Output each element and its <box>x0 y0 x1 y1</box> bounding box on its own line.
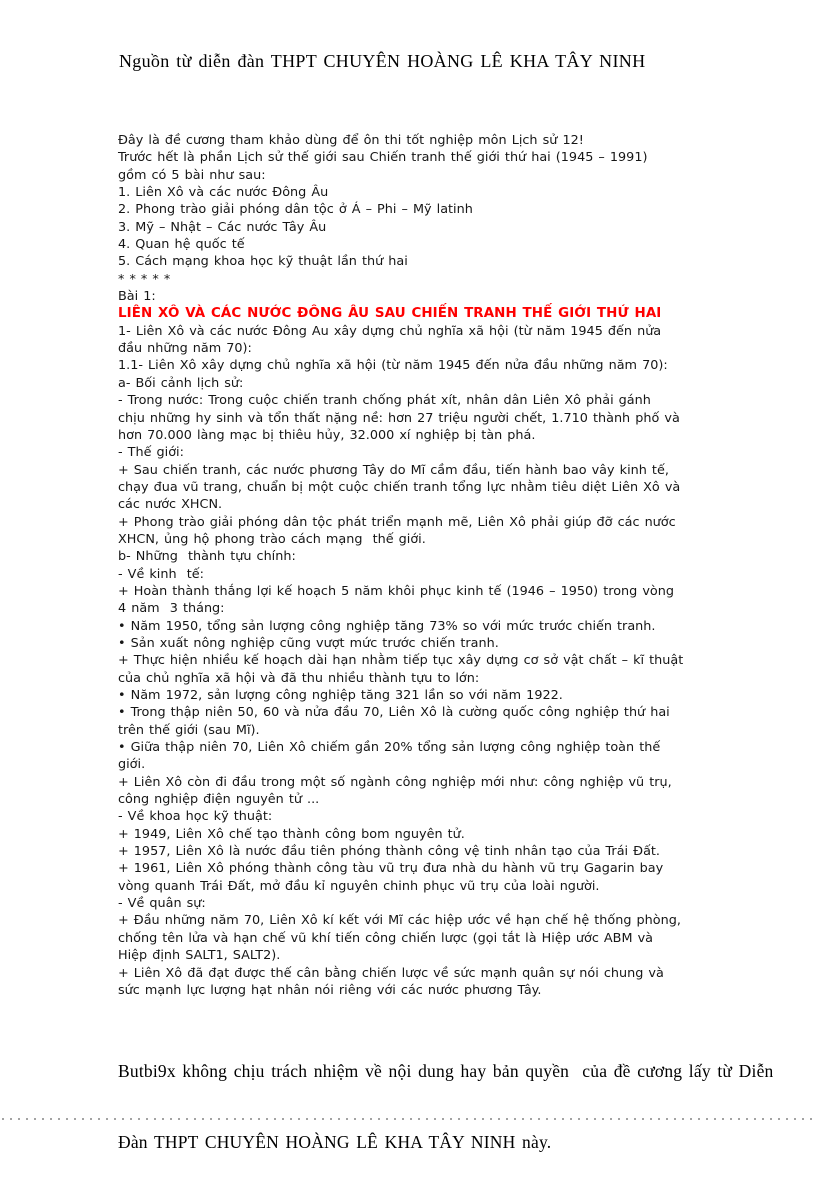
text-line: * * * * * <box>118 271 171 287</box>
text-line: + Đầu những năm 70, Liên Xô kí kết với Mĩ các hiệp ước về hạn chế hệ thống phòng, <box>118 913 681 929</box>
text-line: hơn 70.000 làng mạc bị thiêu hủy, 32.000 xí nghiệp bị tàn phá. <box>118 427 536 443</box>
text-line: gồm có 5 bài như sau: <box>118 167 266 183</box>
text-line: 5. Cách mạng khoa học kỹ thuật lần thứ hai <box>118 254 408 270</box>
text-line: • Năm 1950, tổng sản lượng công nghiệp tăng 73% so với mức trước chiến tranh. <box>118 618 656 634</box>
text-line: b- Những thành tựu chính: <box>118 549 296 565</box>
footer-disclaimer-line-1: Butbi9x không chịu trách nhiệm về nội dung hay bản quyền của đề cương lấy từ Diễn <box>118 1061 774 1081</box>
text-line: Trước hết là phần Lịch sử thế giới sau Chiến tranh thế giới thứ hai (1945 – 1991) <box>118 150 648 166</box>
text-line: + Phong trào giải phóng dân tộc phát triển mạnh mẽ, Liên Xô phải giúp đỡ các nước <box>118 514 676 530</box>
text-line: • Giữa thập niên 70, Liên Xô chiếm gần 20% tổng sản lượng công nghiệp toàn thế <box>118 740 661 756</box>
text-line: XHCN, ủng hộ phong trào cách mạng thế giới. <box>118 531 426 547</box>
text-line: 4 năm 3 tháng: <box>118 601 225 617</box>
text-line: + Liên Xô đã đạt được thế cân bằng chiến lược về sức mạnh quân sự nói chung và <box>118 965 664 981</box>
text-line: + Liên Xô còn đi đầu trong một số ngành công nghiệp mới như: công nghiệp vũ trụ, <box>118 774 672 790</box>
page-break-dotted-divider <box>2 1118 814 1120</box>
footer-disclaimer-line-2: Đàn THPT CHUYÊN HOÀNG LÊ KHA TÂY NINH này. <box>118 1131 552 1152</box>
text-line: sức mạnh lực lượng hạt nhân nói riêng với các nước phương Tây. <box>118 982 542 998</box>
text-line: a- Bối cảnh lịch sử: <box>118 375 244 391</box>
text-line: • Trong thập niên 50, 60 và nửa đầu 70, Liên Xô là cường quốc công nghiệp thứ hai <box>118 705 670 721</box>
text-line: 4. Quan hệ quốc tế <box>118 237 245 253</box>
text-line: + 1961, Liên Xô phóng thành công tàu vũ trụ đưa nhà du hành vũ trụ Gagarin bay <box>118 861 664 877</box>
text-line: - Thế giới: <box>118 445 184 461</box>
text-line: công nghiệp điện nguyên tử ... <box>118 792 320 808</box>
text-line: 1- Liên Xô và các nước Đông Au xây dựng chủ nghĩa xã hội (từ năm 1945 đến nửa <box>118 323 662 339</box>
text-line: đầu những năm 70): <box>118 341 252 357</box>
text-line: trên thế giới (sau Mĩ). <box>118 722 260 738</box>
text-line: các nước XHCN. <box>118 497 223 513</box>
text-line: - Về khoa học kỹ thuật: <box>118 809 273 825</box>
text-line: giới. <box>118 757 146 773</box>
text-line: chạy đua vũ trang, chuẩn bị một cuộc chiến tranh tổng lực nhằm tiêu diệt Liên Xô và <box>118 479 681 495</box>
text-line: chống tên lửa và hạn chế vũ khí tiến công chiến lược (gọi tắt là Hiệp ước ABM và <box>118 930 653 946</box>
text-line: vòng quanh Trái Đất, mở đầu kỉ nguyên chinh phục vũ trụ của loài người. <box>118 878 600 894</box>
section-title: LIÊN XÔ VÀ CÁC NƯỚC ĐÔNG ÂU SAU CHIẾN TRANH THẾ GIỚI THỨ HAI <box>118 306 662 322</box>
text-line: chịu những hy sinh và tổn thất nặng nề: hơn 27 triệu người chết, 1.710 thành phố và <box>118 410 680 426</box>
text-line: + Sau chiến tranh, các nước phương Tây do Mĩ cầm đầu, tiến hành bao vây kinh tế, <box>118 462 669 478</box>
text-line: - Trong nước: Trong cuộc chiến tranh chống phát xít, nhân dân Liên Xô phải gánh <box>118 393 651 409</box>
text-line: - Về quân sự: <box>118 896 206 912</box>
document-source-header: Nguồn từ diễn đàn THPT CHUYÊN HOÀNG LÊ KHA TÂY NINH <box>119 51 646 71</box>
text-line: của chủ nghĩa xã hội và đã thu nhiều thành tựu to lớn: <box>118 670 480 686</box>
text-line: 3. Mỹ – Nhật – Các nước Tây Âu <box>118 219 327 235</box>
text-line: 2. Phong trào giải phóng dân tộc ở Á – Phi – Mỹ latinh <box>118 202 473 218</box>
text-line: + 1957, Liên Xô là nước đầu tiên phóng thành công vệ tinh nhân tạo của Trái Đất. <box>118 844 661 860</box>
text-line: + Thực hiện nhiều kế hoạch dài hạn nhằm tiếp tục xây dựng cơ sở vật chất – kĩ thuật <box>118 653 684 669</box>
text-line: 1.1- Liên Xô xây dựng chủ nghĩa xã hội (từ năm 1945 đến nửa đầu những năm 70): <box>118 358 668 374</box>
text-line: Bài 1: <box>118 289 156 305</box>
text-line: + 1949, Liên Xô chế tạo thành công bom nguyên tử. <box>118 826 465 842</box>
text-line: Đây là đề cương tham khảo dùng để ôn thi tốt nghiệp môn Lịch sử 12! <box>118 133 584 148</box>
text-line: • Sản xuất nông nghiệp cũng vượt mức trước chiến tranh. <box>118 635 499 651</box>
text-line: 1. Liên Xô và các nước Đông Âu <box>118 185 329 201</box>
text-line: • Năm 1972, sản lượng công nghiệp tăng 321 lần so với năm 1922. <box>118 688 563 703</box>
document-footer <box>118 1013 774 1201</box>
text-line: Hiệp định SALT1, SALT2). <box>118 948 281 964</box>
text-line: - Về kinh tế: <box>118 566 204 582</box>
document-body <box>118 132 684 999</box>
text-line: + Hoàn thành thắng lợi kế hoạch 5 năm khôi phục kinh tế (1946 – 1950) trong vòng <box>118 583 674 599</box>
